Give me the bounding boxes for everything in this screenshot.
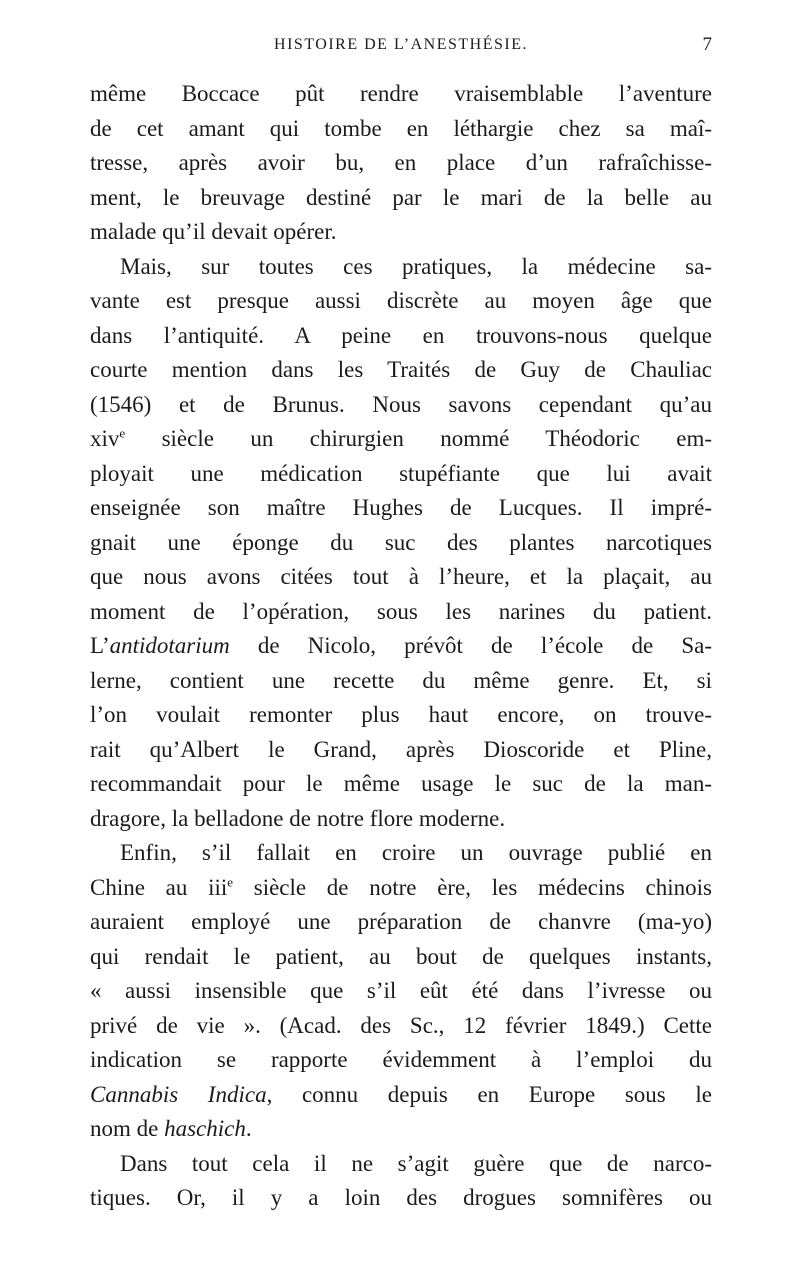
text-segment: , connu depuis en Europe sous le [266,1081,712,1107]
text-line [90,560,712,595]
superscript: e [119,425,126,441]
text-segment: ment, le breuvage destiné par le mari de la belle au [90,184,712,210]
text-line [90,871,712,906]
text-segment: nom de [90,1116,165,1141]
text-segment: privé de vie ». (Acad. des Sc., 12 février 1849.) Cette [90,1012,712,1038]
text-line [90,733,712,768]
text-segment: L’ [90,633,110,658]
text-segment: Dans tout cela il ne s’agit guère que de narco- [120,1150,712,1176]
running-title: HISTOIRE DE L’ANESTHÉSIE. [274,36,528,53]
text-line [90,526,712,561]
text-segment: de Nicolo, prévôt de l’école de Sa- [229,633,712,658]
text-segment: tresse, après avoir bu, en place d’un rafraîchisse- [90,150,712,175]
italic-text: Cannabis Indica [90,1081,267,1107]
text-line [90,215,712,250]
text-line [90,767,712,802]
text-segment: recommandait pour le même usage le suc de la man- [90,771,712,796]
text-segment: . [245,1116,252,1141]
text-line [90,836,712,871]
text-line [90,250,712,285]
text-segment: dragore, la belladone de notre flore moderne. [90,805,506,831]
text-segment: rait qu’Albert le Grand, après Dioscoride et Pline, [90,736,712,762]
text-segment: auraient employé une préparation de chanvre (ma-yo) [90,909,712,934]
text-segment: tiques. Or, il y a loin des drogues somnifères ou [90,1185,712,1210]
text-segment: gnait une éponge du suc des plantes narcotiques [90,529,712,555]
text-line [90,112,712,147]
italic-text: haschich [164,1116,246,1141]
text-segment: dans l’antiquité. A peine en trouvons-nous quelque [90,322,712,348]
text-line [90,146,712,181]
text-segment: « aussi insensible que s’il eût été dans l’ivresse ou [90,978,712,1003]
text-segment: moment de l’opération, sous les narines du patient. [90,598,712,624]
text-segment: enseignée son maître Hughes de Lucques. Il impré- [90,495,712,520]
text-line [90,802,712,837]
text-segment: Enfin, s’il fallait en croire un ouvrage publié en [120,840,712,865]
text-segment: Mais, sur toutes ces pratiques, la médecine sa- [120,253,712,279]
text-segment: vante est presque aussi discrète au moyen âge que [90,288,712,313]
text-line [90,181,712,216]
text-line [90,491,712,526]
body-text [90,77,712,1216]
text-line [90,974,712,1009]
text-segment: l’on voulait remonter plus haut encore, on trouve- [90,702,712,727]
text-line [90,940,712,975]
text-segment: (1546) et de Brunus. Nous savons cependant qu’au [90,391,712,417]
page-number: 7 [702,34,712,55]
text-segment: que nous avons citées tout à l’heure, et la plaçait, au [90,564,712,589]
text-segment: siècle de notre ère, les médecins chinois [233,874,712,900]
text-line [90,1112,712,1147]
text-segment: malade qu’il devait opérer. [90,219,337,244]
text-line [90,905,712,940]
text-line [90,457,712,492]
text-line [90,388,712,423]
text-segment: courte mention dans les Traités de Guy de Chauliac [90,357,712,382]
text-line [90,1181,712,1216]
text-segment: qui rendait le patient, au bout de quelques instants, [90,943,712,969]
text-segment: siècle un chirurgien nommé Théodoric em- [125,426,712,451]
text-line [90,629,712,664]
text-line [90,664,712,699]
text-line [90,422,712,457]
text-segment: même Boccace pût rendre vraisemblable l’aventure [90,81,712,106]
text-line [90,77,712,112]
text-line [90,698,712,733]
text-segment: de cet amant qui tombe en léthargie chez sa maî- [90,115,712,141]
running-header [90,34,712,58]
text-line [90,1043,712,1078]
text-segment: ployait une médication stupéfiante que lui avait [90,460,712,486]
text-segment: indication se rapporte évidemment à l’emploi du [90,1047,712,1072]
text-line [90,1009,712,1044]
text-line [90,284,712,319]
text-segment: Chine au iii [90,874,228,900]
text-line [90,1078,712,1113]
text-segment: lerne, contient une recette du même genre. Et, si [90,667,712,693]
text-line [90,1147,712,1182]
text-line [90,595,712,630]
text-line [90,319,712,354]
italic-text: antidotarium [109,633,230,658]
superscript: e [227,873,234,889]
text-line [90,353,712,388]
text-segment: xiv [90,426,120,451]
